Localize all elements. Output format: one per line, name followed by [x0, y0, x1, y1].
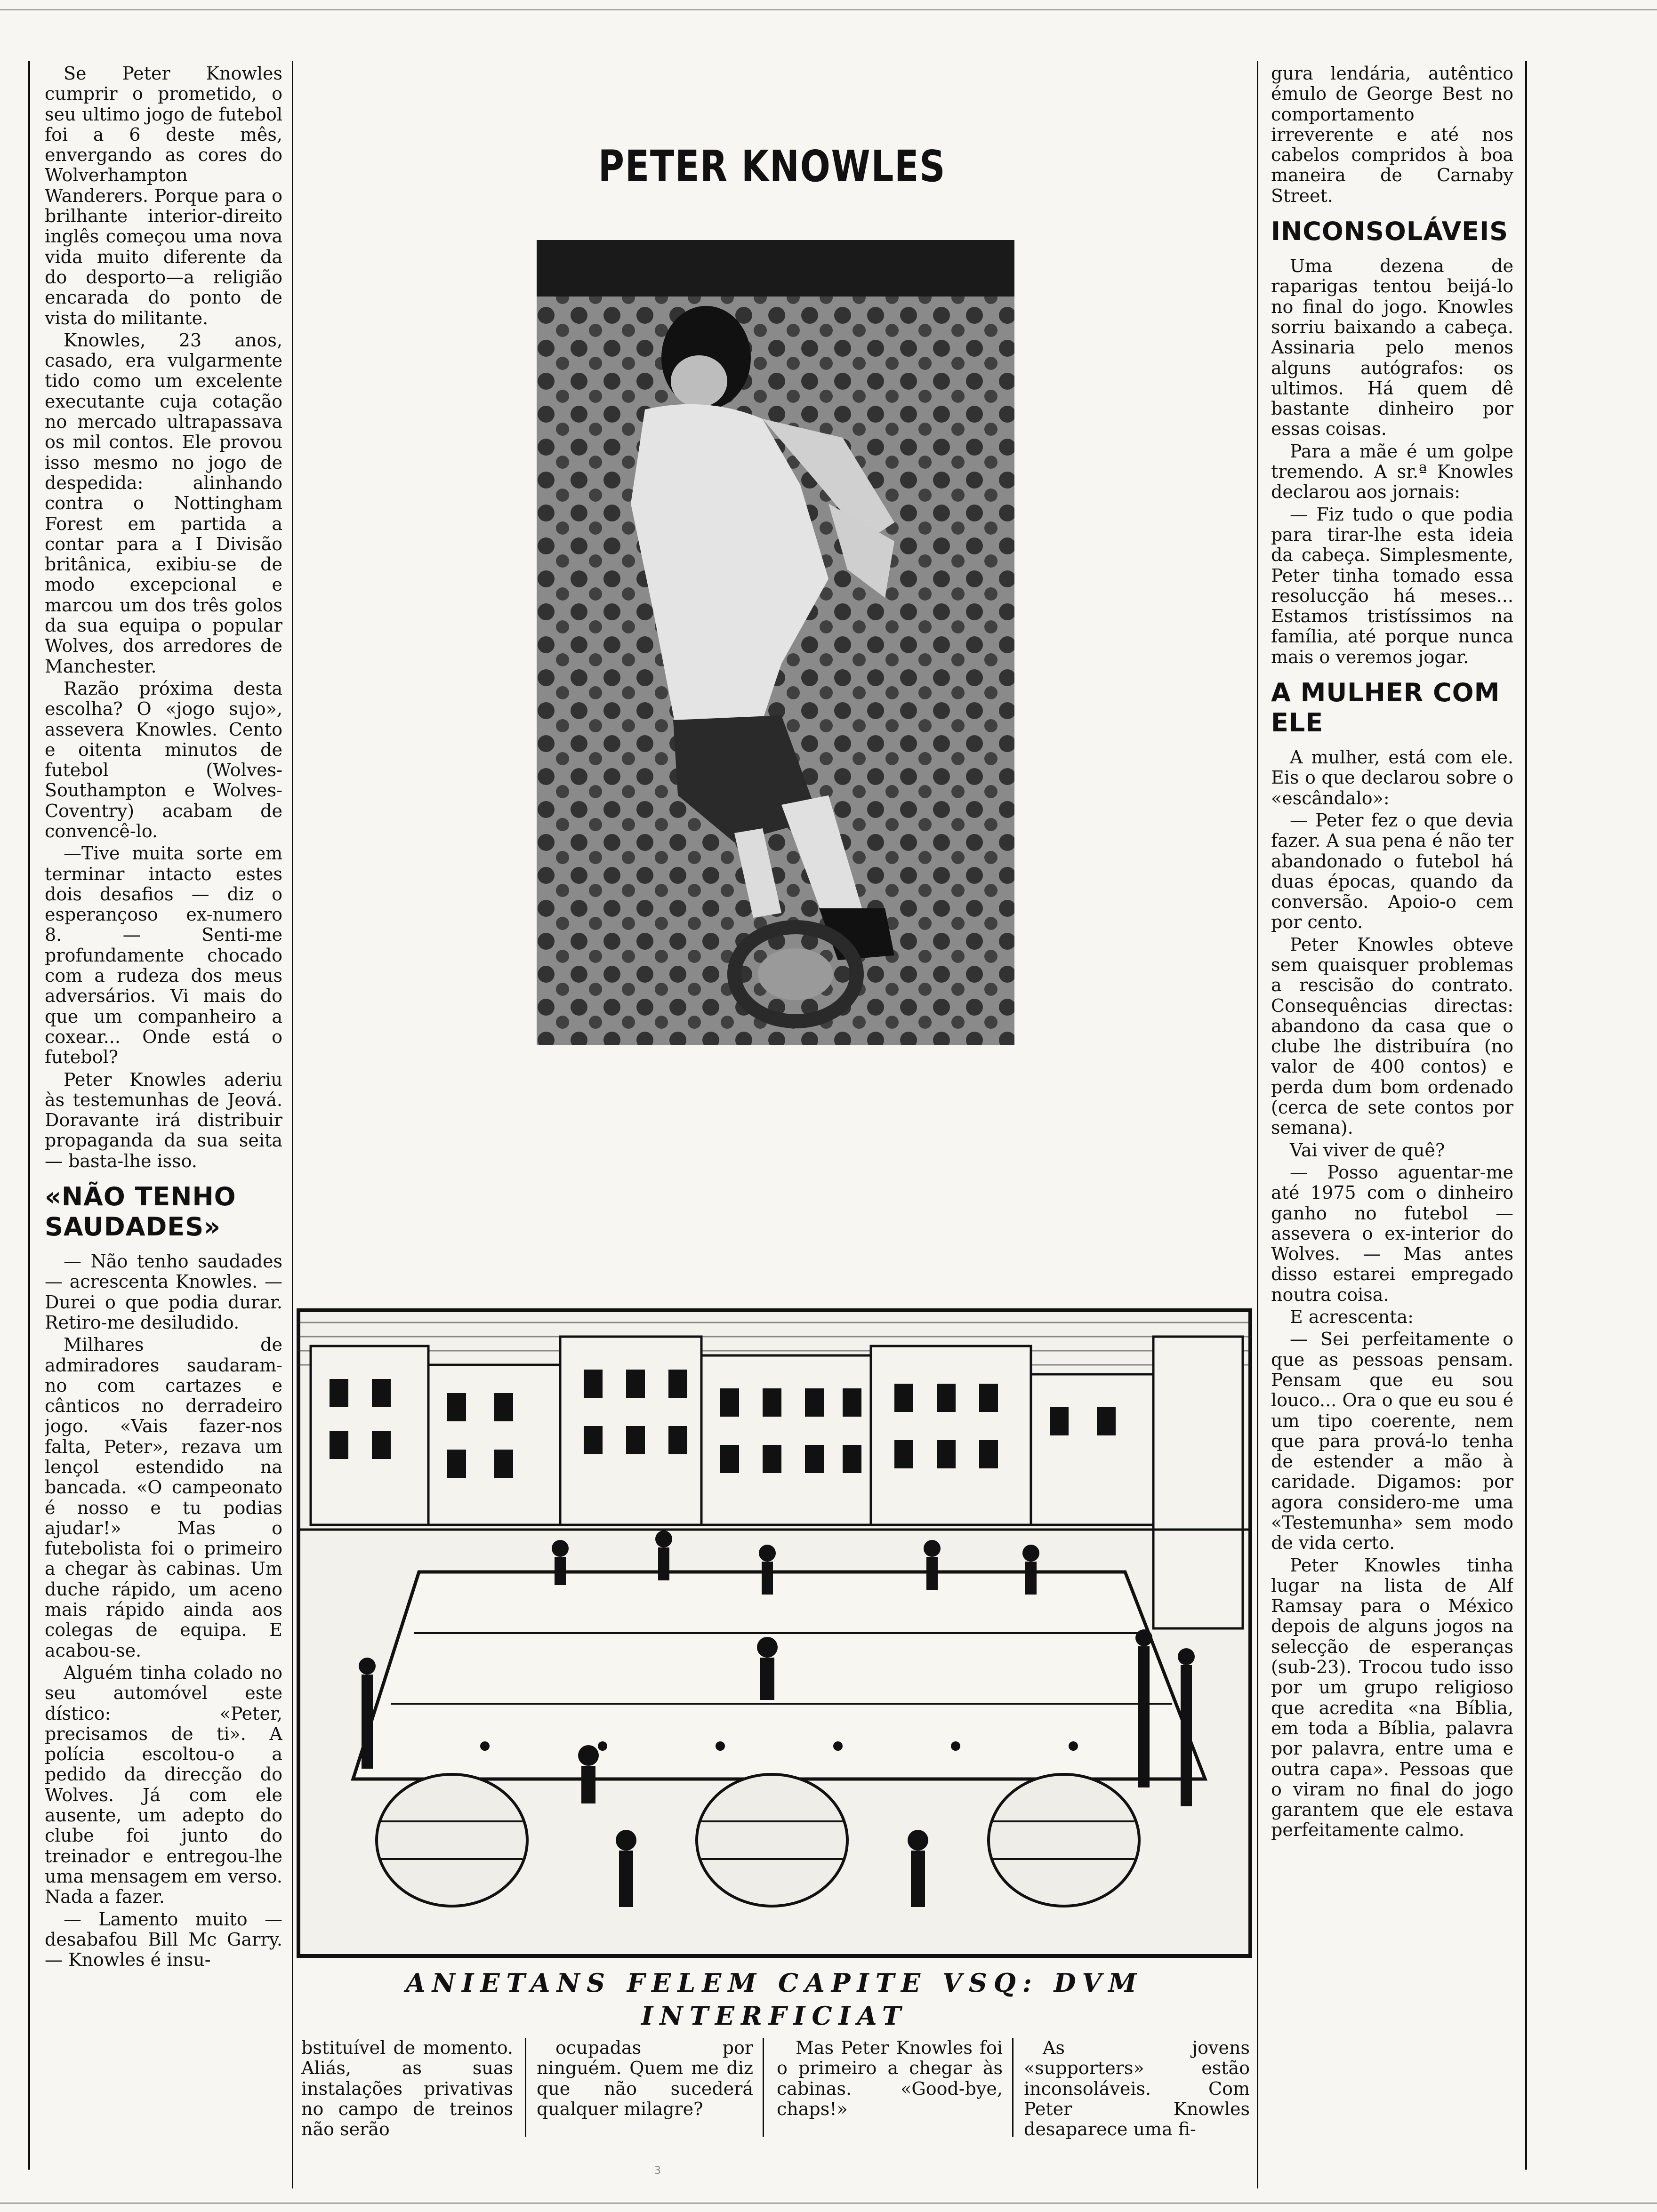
- section-heading-a-mulher-com-ele: A MULHER COM ELE: [1271, 678, 1500, 738]
- right-paragraph-8: — Posso aguentar-me até 1975 com o dinheiro ganho no futebol — assevera o ex-interior do Wolves. — Mas antes disso estarei empregado noutra coisa.: [1271, 1162, 1513, 1305]
- left-paragraph-1: Se Peter Knowles cumprir o prometido, o seu ultimo jogo de futebol foi a 6 deste mês, envergando as cores do Wolverhampton Wanderers. Porque para o brilhante interior-direito inglês começou uma nova vida muito diferente da do desporto—a religião encarada do ponto de vista do militante.: [45, 64, 282, 329]
- section-heading-inconsolaveis: INCONSOLÁVEIS: [1271, 216, 1509, 247]
- left-paragraph-4: —Tive muita sorte em terminar intacto estes dois desafios — diz o esperançoso ex-numero 8. — Senti-me profundamente chocado com a rudeza dos meus adversários. Vi mais do que um companheiro a coxear... Onde está o futebol?: [45, 843, 282, 1068]
- right-paragraph-11: Peter Knowles tinha lugar na lista de Alf Ramsay para o México depois de alguns jogos na selecção de esperanças (sub-23). Trocou tudo isso por um grupo religioso que acredita «na Bíblia, em toda a Bíblia, palavra por palavra, entre uma e outra capa». Pessoas que o viram no final do jogo garantem que ele estava perfeitamente calmo.: [1271, 1555, 1513, 1841]
- player-photo-graphic: [537, 240, 1014, 1045]
- right-border-rule: [1525, 61, 1527, 2170]
- right-paragraph-9: E acrescenta:: [1290, 1306, 1414, 1328]
- bottom-column-2: [537, 2038, 753, 2146]
- engraving-graphic: [297, 1308, 1252, 1958]
- player-photo: [537, 240, 1014, 1045]
- right-paragraph-4: A mulher, está com ele. Eis o que declarou sobre o «escândalo»:: [1271, 747, 1513, 809]
- left-paragraph-8: Alguém tinha colado no seu automóvel este dístico: «Peter, precisamos de ti». A polícia escoltou-o a pedido da direcção do Wolves. Já com ele ausente, um adepto do clube foi junto do treinador e entregou-lhe uma mensagem em verso. Nada a fazer.: [45, 1662, 282, 1907]
- left-paragraph-5: Peter Knowles aderiu às testemunhas de Jeová. Doravante irá distribuir propaganda da sua seita — basta-lhe isso.: [45, 1069, 282, 1171]
- right-paragraph-5: — Peter fez o que devia fazer. A sua pena é não ter abandonado o futebol há duas épocas, quando da conversão. Apoio-o cem por cento.: [1271, 809, 1513, 933]
- left-column: [45, 64, 282, 2031]
- bottom-text-1: bstituível de momento. Aliás, as suas instalações privativas no campo de treinos não serão: [301, 2038, 513, 2140]
- right-paragraph-10: — Sei perfeitamente o que as pessoas pensam. Pensam que eu sou louco... Ora o que eu sou é um tipo coerente, nem que para prová-lo tenha de estender a mão à caridade. Digamos: por agora considero-me uma «Testemunha» sem modo de vida certo.: [1271, 1329, 1513, 1554]
- left-paragraph-3: Razão próxima desta escolha? O «jogo sujo», assevera Knowles. Cento e oitenta minutos de futebol (Wolves-Southampton e Wolves-Coventry) acabam de convencê-lo.: [45, 678, 282, 842]
- right-intro-paragraph: gura lendária, autêntico émulo de George Best no comportamento irreverente e até nos cabelos compridos à boa maneira de Carnaby Street.: [1271, 64, 1513, 206]
- bottom-column-4: [1024, 2038, 1250, 2146]
- bottom-divider-3: [1012, 2038, 1014, 2137]
- historical-engraving: [297, 1308, 1252, 1958]
- right-column: [1271, 64, 1513, 2153]
- right-column-divider: [1257, 61, 1258, 2188]
- right-paragraph-7: Vai viver de quê?: [1290, 1139, 1445, 1161]
- bottom-divider-1: [525, 2038, 526, 2137]
- bottom-text-4: As jovens «supporters» estão inconsoláveis. Com Peter Knowles desaparece uma fi-: [1024, 2038, 1250, 2140]
- left-paragraph-6: — Não tenho saudades — acrescenta Knowles. — Durei o que podia durar. Retiro-me desiludido.: [45, 1251, 282, 1333]
- section-heading-nao-tenho-saudades: «NÃO TENHO SAUDADES»: [45, 1182, 236, 1242]
- bottom-text-2: ocupadas por ninguém. Quem me diz que não sucederá qualquer milagre?: [537, 2038, 753, 2119]
- left-paragraph-2: Knowles, 23 anos, casado, era vulgarmente tido como um excelente executante cuja cotação no mercado ultrapassava os mil contos. Ele provou isso mesmo no jogo de despedida: alinhando contra o Nottingham Forest em partida a contar para a I Divisão britânica, exibiu-se de modo excepcional e marcou um dos três golos da sua equipa o popular Wolves, dos arredores de Manchester.: [45, 329, 282, 677]
- page-number: 3: [654, 2165, 661, 2177]
- left-paragraph-7: Milhares de admiradores saudaram-no com cartazes e cânticos no derradeiro jogo. «Vais fazer-nos falta, Peter», rezava um lençol estendido na bancada. «O campeonato é nosso e tu podias ajudar!» Mas o futebolista foi o primeiro a chegar às cabinas. Um duche rápido, um aceno mais rápido ainda aos colegas de equipa. E acabou-se.: [45, 1334, 282, 1661]
- right-paragraph-2: Para a mãe é um golpe tremendo. A sr.ª Knowles declarou aos jornais:: [1271, 441, 1513, 503]
- engraving-caption: ANIETANS FELEM CAPITE VSQ: DVM INTERFICIAT: [405, 1968, 1143, 2031]
- bottom-border-rule: [0, 2203, 1657, 2204]
- right-paragraph-1: Uma dezena de raparigas tentou beijá-lo no final do jogo. Knowles sorriu baixando a cabeça. Assinaria pelo menos alguns autógrafos: os ultimos. Há quem dê bastante dinheiro por essas coisas.: [1271, 256, 1513, 440]
- page-title: PETER KNOWLES: [598, 141, 946, 192]
- right-paragraph-3: — Fiz tudo o que podia para tirar-lhe esta ideia da cabeça. Simplesmente, Peter tinha tomado essa resolucção há meses... Estamos tristíssimos na família, até porque nunca mais o veremos jogar.: [1271, 504, 1513, 667]
- right-paragraph-6: Peter Knowles obteve sem quaisquer problemas a rescisão do contrato. Consequências directas: abandono da casa que o clube lhe distribuíra (no valor de 400 contos) e perda dum bom ordenado (cerca de sete contos por semana).: [1271, 934, 1513, 1138]
- bottom-text-3: Mas Peter Knowles foi o primeiro a chegar às cabinas. «Good-bye, chaps!»: [777, 2038, 1003, 2119]
- bottom-column-1: [301, 2038, 513, 2146]
- bottom-column-3: [777, 2038, 1003, 2146]
- left-column-divider: [292, 61, 293, 2188]
- left-border-rule: [28, 61, 30, 2170]
- left-paragraph-9: — Lamento muito — desabafou Bill Mc Garry. — Knowles é insu-: [45, 1908, 282, 1971]
- bottom-divider-2: [763, 2038, 764, 2137]
- top-border-rule: [0, 9, 1657, 10]
